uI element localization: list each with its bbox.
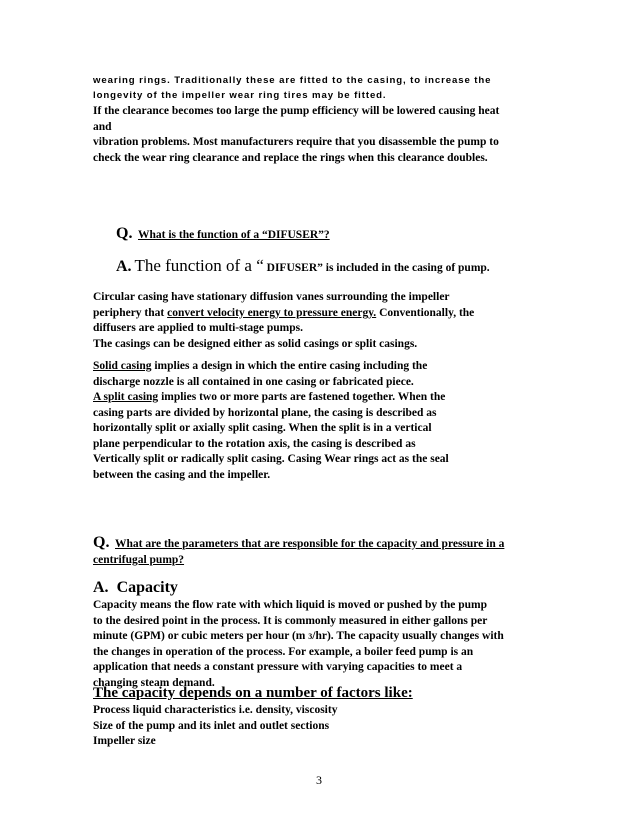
list-item: Process liquid characteristics i.e. density, viscosity — [93, 704, 338, 716]
answer-2-title — [93, 580, 563, 596]
answer-1 — [116, 258, 586, 277]
diffuser-paragraph — [93, 290, 563, 352]
unit-subscript: 3 — [308, 632, 313, 641]
question-text: centrifugal pump? — [93, 553, 185, 566]
text-line: changing steam demand. — [93, 676, 215, 689]
question-text: What are the parameters that are responsible for the capacity and pressure in a — [115, 538, 505, 550]
list-item: Impeller size — [93, 735, 156, 747]
underlined-phrase: convert velocity energy to pressure energy. — [167, 306, 377, 319]
section-title: Capacity — [116, 579, 178, 596]
text-line: horizontally split or axially split casing. When the split is in a vertical — [93, 422, 432, 434]
text-line: diffusers are applied to multi-stage pumps. — [93, 322, 303, 334]
text-line: wearing rings. Traditionally these are fitted to the casing, to increase the — [93, 75, 492, 86]
text-line: Vertically split or radically split casing. Casing Wear rings act as the seal — [93, 453, 449, 465]
text-line: plane perpendicular to the rotation axis, the casing is described as — [93, 437, 416, 450]
text-line: check the wear ring clearance and replace the rings when this clearance doubles. — [93, 151, 488, 164]
answer-marker: A. — [116, 258, 132, 275]
text-line: to the desired point in the process. It is commonly measured in either gallons per — [93, 614, 488, 627]
text-line: Capacity means the flow rate with which liquid is moved or pushed by the pump — [93, 599, 488, 611]
text-line: Solid casing implies a design in which the entire casing including the — [93, 360, 428, 372]
text-line: discharge nozzle is all contained in one casing or fabricated piece. — [93, 375, 414, 388]
question-1 — [116, 226, 586, 244]
text-line: Circular casing have stationary diffusion vanes surrounding the impeller — [93, 291, 450, 303]
capacity-paragraph — [93, 598, 563, 691]
underlined-term: A split casing — [93, 391, 159, 403]
intro-paragraph-sans — [93, 73, 563, 103]
text-line: If the clearance becomes too large the pump efficiency will be lowered causing heat — [93, 105, 500, 117]
underlined-term: Solid casing — [93, 360, 152, 372]
page-number: 3 — [316, 773, 322, 787]
question-2 — [93, 535, 563, 568]
factors-heading: The capacity depends on a number of factors like: — [93, 685, 413, 701]
answer-lead: The function of a “ — [134, 256, 264, 275]
text-line: the changes in operation of the process. For example, a boiler feed pump is an — [93, 645, 474, 658]
text-line: longevity of the impeller wear ring tires may be fitted. — [93, 90, 387, 101]
casing-paragraph — [93, 359, 563, 483]
text-line: vibration problems. Most manufacturers require that you disassemble the pump to — [93, 136, 499, 148]
list-item: Size of the pump and its inlet and outlet sections — [93, 719, 330, 732]
text-line: and — [93, 120, 112, 133]
text-line: casing parts are divided by horizontal plane, the casing is described as — [93, 406, 437, 419]
text-line: The casings can be designed either as solid casings or split casings. — [93, 337, 418, 350]
question-marker: Q. — [116, 225, 133, 242]
text-line: minute (GPM) or cubic meters per hour (m 3/hr). The capacity usually changes with — [93, 630, 504, 642]
answer-rest: DIFUSER” is included in the casing of pump. — [263, 262, 490, 274]
text-line: application that needs a constant pressure with varying capacities to meet a — [93, 661, 463, 673]
factors-list — [93, 703, 563, 750]
answer-marker: A. — [93, 579, 109, 596]
text-line: between the casing and the impeller. — [93, 468, 271, 481]
intro-paragraph — [93, 104, 563, 166]
question-text: What is the function of a “DIFUSER”? — [138, 229, 330, 241]
text-line: A split casing implies two or more parts are fastened together. When the — [93, 391, 446, 403]
question-marker: Q. — [93, 534, 110, 551]
text-line: periphery that convert velocity energy to pressure energy. Conventionally, the — [93, 306, 475, 319]
